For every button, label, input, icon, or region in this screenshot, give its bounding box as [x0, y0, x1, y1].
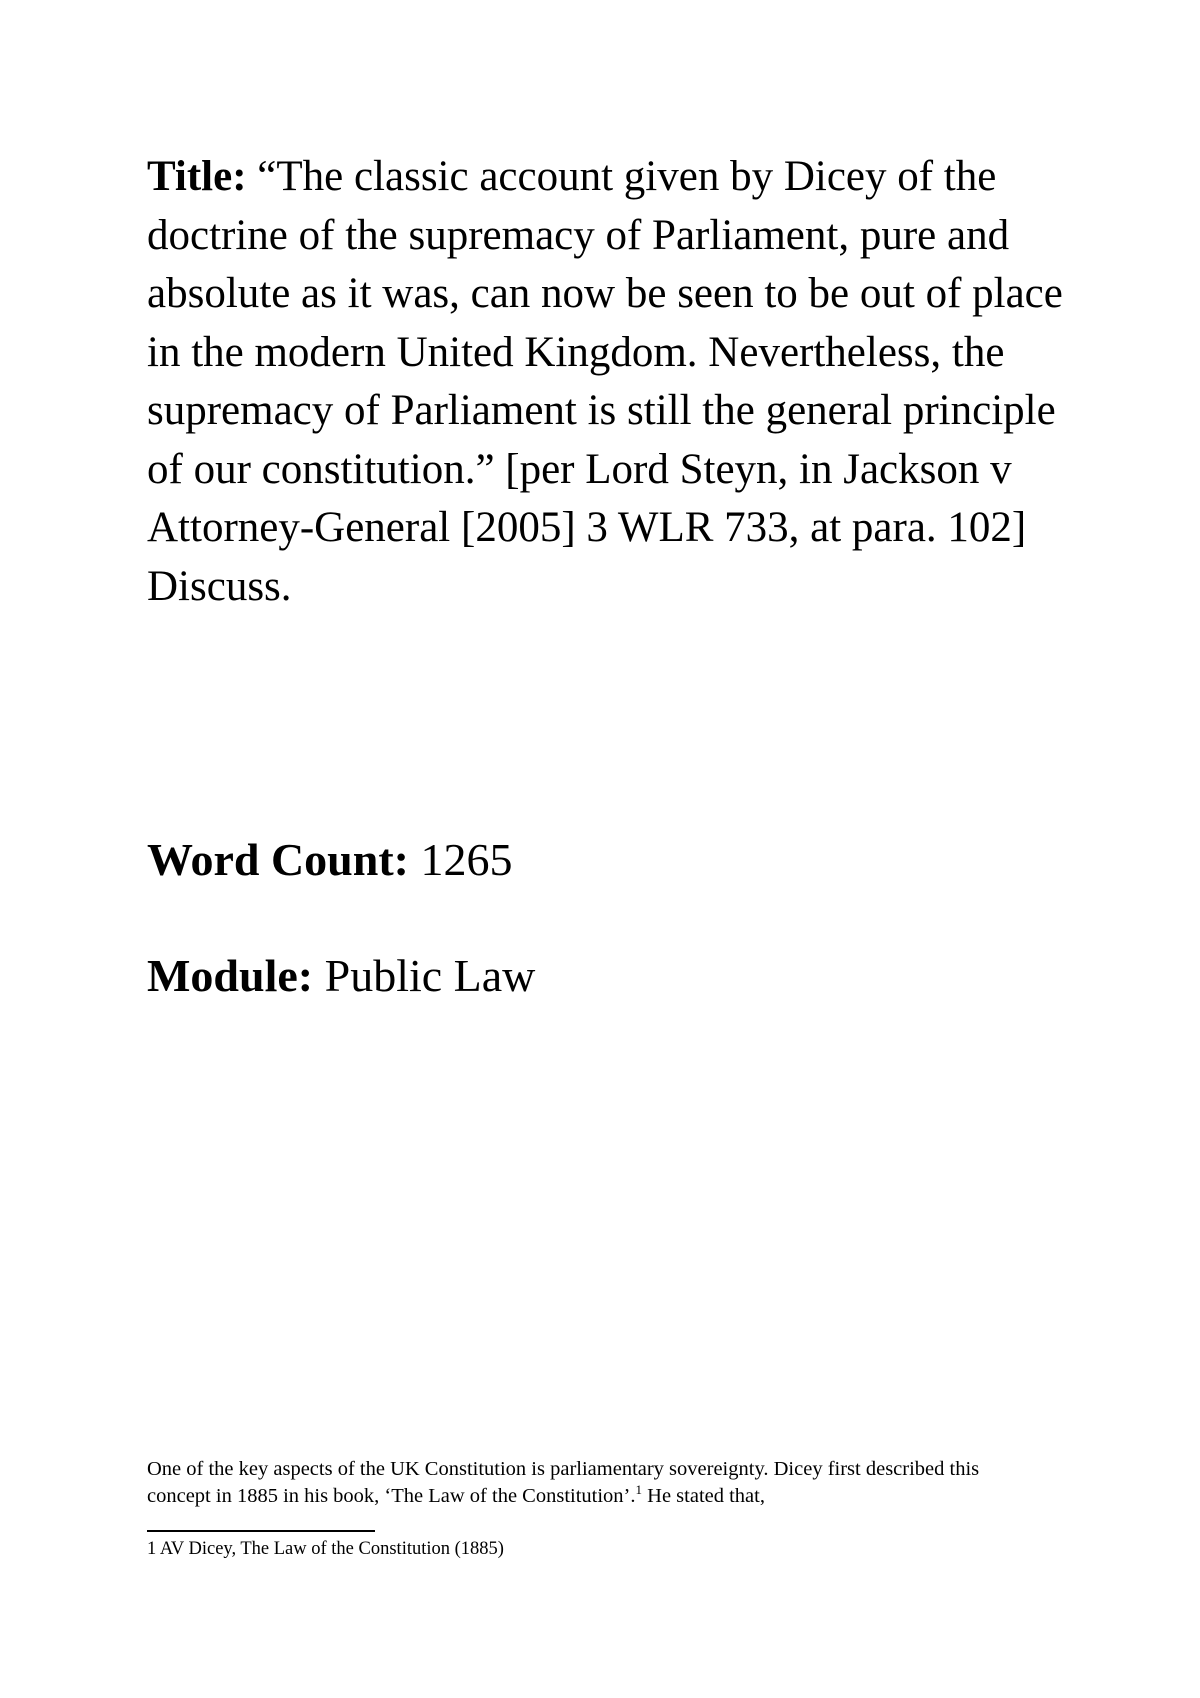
title-label: Title: — [147, 153, 247, 200]
module-label: Module: — [147, 950, 314, 1001]
essay-title — [147, 148, 1087, 616]
footnote-reference: 1 — [635, 1482, 643, 1498]
footnote: 1 AV Dicey, The Law of the Constitution (1885) — [147, 1539, 504, 1559]
word-count-value: 1265 — [420, 834, 513, 885]
title-text: “The classic account given by Dicey of the doctrine of the supremacy of Parliament, pure and absolute as it was, can now be seen to be out of place in the modern United Kingdom. Nevertheless, the supremacy of Parliament is still the general principle of our constitution.” [per Lord Steyn, in Jackson v Attorney-General [2005] 3 WLR 733, at para. 102] Discuss. — [147, 153, 1063, 610]
body-text-start: One of the key aspects of the UK Constitution is parliamentary sovereignty. Dicey first described this concept in 1885 in his book, ‘The Law of the Constitution’. — [147, 1458, 980, 1507]
word-count-line — [147, 832, 512, 888]
word-count-label: Word Count: — [147, 834, 409, 885]
module-line — [147, 948, 535, 1004]
body-paragraph — [147, 1456, 1047, 1510]
module-value: Public Law — [324, 950, 536, 1001]
body-text-end: He stated that, — [642, 1485, 765, 1507]
footnote-separator — [147, 1530, 375, 1532]
